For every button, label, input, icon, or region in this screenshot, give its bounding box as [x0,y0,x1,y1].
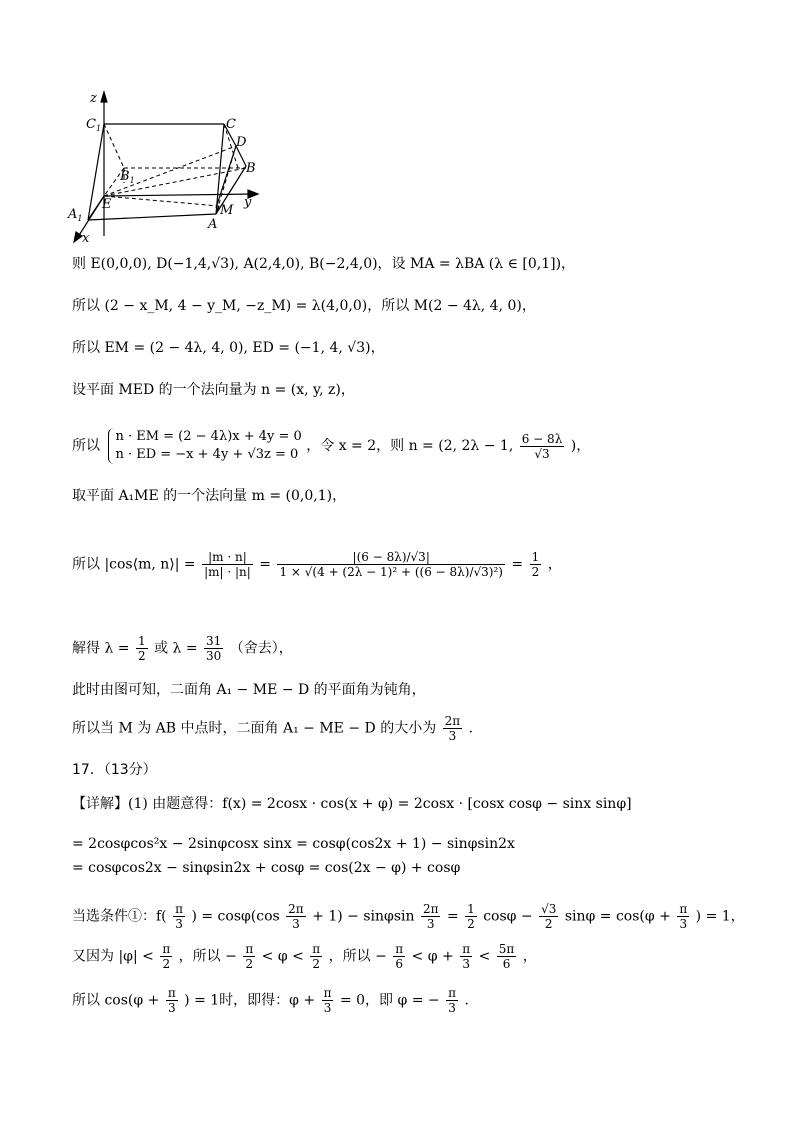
line-solve-lambda: 解得 λ = $\frac{1}{2}$ 或 λ = $\frac{31}{30}$ （舍去）， [72,634,293,663]
label-z: z [90,91,97,106]
line-phi-range: 又因为 |φ| < $\frac{\pi}{2}$ ，所以 − $\frac{\pi}{2}$ < φ < $\frac{\pi}{2}$ ，所以 − $\frac{\pi}{6}$ < φ + $\frac{\pi}{3}$ < $\frac{5\pi}{6}$ ， [72,942,537,971]
label-a1: $A_1$ [68,207,83,223]
line-plane-normal: 取平面 A₁ME 的一个法向量 m = (0,0,1)， [72,488,347,504]
prism-figure [66,88,266,248]
line-coordinates: 则 E(0,0,0), D(−1,4,√3), A(2,4,0), B(−2,4,0)，设 MA = λBA (λ ∈ [0,1])， [72,256,576,272]
label-b1: $B_1$ [120,169,135,185]
label-y: y [244,195,252,210]
label-m: M [220,203,234,218]
label-b: B [246,161,256,176]
label-c: C [226,117,236,132]
question-17-heading: 17．（13分） [72,762,157,778]
line-obtuse: 此时由图可知，二面角 A₁ − ME − D 的平面角为钝角， [72,682,426,698]
line-cosine: 所以 |cos⟨m, n⟩| = $\frac{|m \cdot n|}{|m| \cdot |n|}$ = $\frac{|(6 - 8\lambda)/√3|}{\text{1 × √(4 + (2λ − 1)² + ((6 − 8λ)/√3)²)}}$ = $\frac{1}{2}$ ， [72,550,562,579]
label-a: A [208,217,218,232]
label-e: E [102,197,112,212]
line-detail-1: 【详解】(1) 由题意得：f(x) = 2cosx · cos(x + φ) = 2cosx · [cosx cosφ − sinx sinφ] [72,796,632,812]
label-x: x [82,231,90,246]
y-axis [104,194,254,196]
line-system: 所以 n · EM = (2 − 4λ)x + 4y = 0 n · ED = −x + 4y + √3z = 0 ，令 x = 2，则 n = (2, 2λ − 1, $\frac{6 - 8\lambda}{√3}$ )， [72,429,591,462]
label-c1: $C_1$ [86,117,102,133]
line-detail-2: = 2cosφcos²x − 2sinφcosx sinx = cosφ(cos2x + 1) − sinφsin2x [72,836,515,852]
line-detail-3: = cosφcos2x − sinφsin2x + cosφ = cos(2x − φ) + cosφ [72,860,461,876]
line-vectors: 所以 EM = (2 − 4λ, 4, 0), ED = (−1, 4, √3)， [72,340,385,356]
line-m-point: 所以 (2 − x_M, 4 − y_M, −z_M) = λ(4,0,0)，所以 M(2 − 4λ, 4, 0)， [72,298,536,314]
line-normal-vector: 设平面 MED 的一个法向量为 n = (x, y, z)， [72,382,355,398]
line-phi-solution: 所以 cos(φ + $\frac{\pi}{3}$ ) = 1时，即得：φ + $\frac{\pi}{3}$ = 0，即 φ = − $\frac{\pi}{3}$ . [72,986,469,1015]
line-conclusion: 所以当 M 为 AB 中点时，二面角 A₁ − ME − D 的大小为 $\frac{2\pi}{3}$ . [72,714,474,743]
equation-system: n · EM = (2 − 4λ)x + 4y = 0 n · ED = −x + 4y + √3z = 0 [108,428,301,464]
line-condition-1: 当选条件①：f( $\frac{\pi}{3}$ ) = cosφ(cos $\frac{2\pi}{3}$ + 1) − sinφsin $\frac{2\pi}{3}$ = $\frac{1}{2}$ cosφ − $\frac{√3}{2}$ sinφ = cos(φ + $\frac{\pi}{3}$ ) = 1， [72,902,745,931]
label-d: D [236,135,247,150]
